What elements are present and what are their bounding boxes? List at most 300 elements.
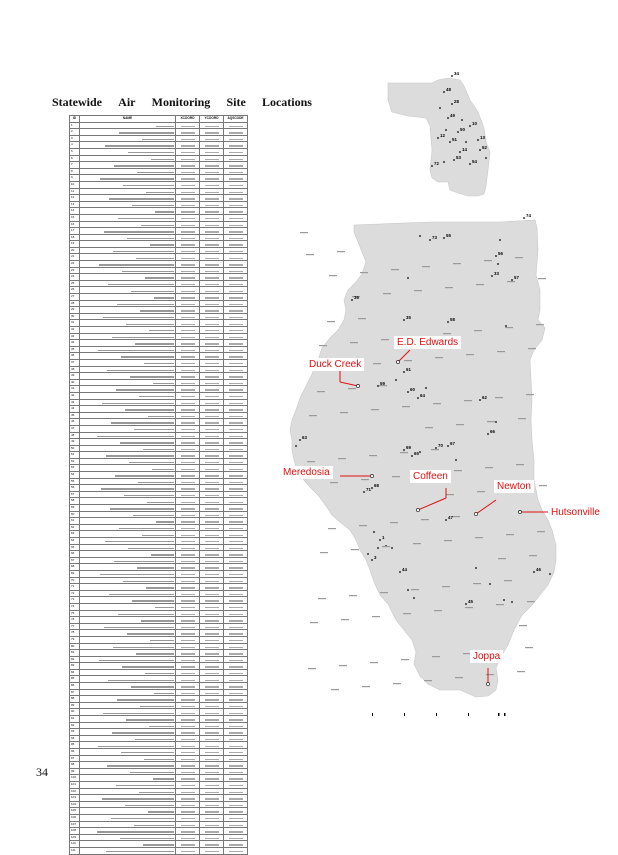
county-label-mark [507, 281, 515, 282]
illegible-text-mark [229, 818, 243, 819]
table-cell: 111 [70, 847, 80, 854]
callout-joppa: Joppa [470, 650, 503, 663]
table-cell: 99 [70, 768, 80, 775]
table-cell [176, 834, 200, 841]
illegible-text-mark [229, 805, 243, 806]
table-cell: 67 [70, 557, 80, 564]
monitoring-site-dot [413, 597, 415, 599]
table-cell: 9 [70, 175, 80, 182]
site-number-label: 58 [450, 317, 455, 322]
illegible-text-mark [181, 825, 195, 826]
county-label-mark [442, 586, 450, 587]
county-label-mark [474, 330, 482, 331]
title-word: Air [118, 95, 136, 109]
monitoring-site-dot [479, 399, 481, 401]
table-cell: 21 [70, 254, 80, 261]
monitoring-site-dot [447, 117, 449, 119]
monitoring-site-dot [449, 141, 451, 143]
illegible-text-mark [148, 811, 174, 812]
county-label-mark [506, 534, 514, 535]
monitoring-site-dot [411, 455, 413, 457]
table-cell: 105 [70, 808, 80, 815]
illegible-text-mark [205, 838, 219, 839]
table-cell: 53 [70, 465, 80, 472]
table-cell: 73 [70, 597, 80, 604]
monitoring-site-dot [295, 445, 297, 447]
site-number-label: 66 [490, 429, 495, 434]
monitoring-site-dot [505, 325, 507, 327]
table-cell: 46 [70, 419, 80, 426]
monitoring-site-dot [491, 275, 493, 277]
illegible-text-mark [125, 805, 174, 806]
county-label-mark [528, 348, 536, 349]
table-cell: 24 [70, 274, 80, 281]
monitoring-site-dot [379, 539, 381, 541]
county-label-mark [487, 421, 495, 422]
table-row [70, 801, 248, 808]
site-number-label: 48 [446, 87, 451, 92]
county-label-mark [340, 412, 348, 413]
table-cell: 65 [70, 544, 80, 551]
table-cell: 70 [70, 577, 80, 584]
county-label-mark [361, 479, 369, 480]
table-cell: 12 [70, 195, 80, 202]
site-number-label: 44 [402, 567, 407, 572]
site-number-label: 36 [354, 295, 359, 300]
table-cell [224, 821, 248, 828]
table-cell [200, 814, 224, 821]
illegible-text-mark [229, 838, 243, 839]
table-cell: 4 [70, 142, 80, 149]
county-label-mark [497, 351, 505, 352]
table-cell [176, 828, 200, 835]
table-cell: 109 [70, 834, 80, 841]
table-cell: 54 [70, 472, 80, 479]
monitoring-site-dot [435, 447, 437, 449]
table-cell: 44 [70, 406, 80, 413]
county-label-mark [348, 388, 356, 389]
county-label-mark [464, 400, 472, 401]
county-label-mark [401, 659, 409, 660]
table-cell: 79 [70, 636, 80, 643]
site-number-label: 69 [406, 445, 411, 450]
table-cell [224, 841, 248, 848]
table-cell [200, 834, 224, 841]
table-cell: 100 [70, 775, 80, 782]
monitoring-site-dot [377, 385, 379, 387]
site-number-label: 14 [462, 147, 467, 152]
table-cell: 76 [70, 617, 80, 624]
site-number-label: 55 [446, 233, 451, 238]
column-header: AQSCODE [224, 116, 248, 123]
site-number-label: 35 [406, 315, 411, 320]
site-number-label: 64 [420, 393, 425, 398]
table-cell: 16 [70, 221, 80, 228]
county-label-mark [393, 683, 401, 684]
table-cell: 85 [70, 676, 80, 683]
county-label-mark [360, 272, 368, 273]
monitoring-site-dot [469, 163, 471, 165]
table-cell: 68 [70, 564, 80, 571]
site-number-label: 60 [410, 387, 415, 392]
monitoring-site-dot [367, 553, 369, 555]
table-cell: 108 [70, 828, 80, 835]
table-cell: 74 [70, 603, 80, 610]
table-cell: 75 [70, 610, 80, 617]
monitoring-site-dot [403, 371, 405, 373]
illegible-text-mark [181, 844, 195, 845]
table-cell: 13 [70, 201, 80, 208]
table-cell: 11 [70, 188, 80, 195]
monitoring-site-dot [419, 235, 421, 237]
county-label-mark [516, 464, 524, 465]
county-label-mark [517, 671, 525, 672]
county-label-mark [432, 656, 440, 657]
illegible-text-mark [205, 844, 219, 845]
county-label-mark [414, 290, 422, 291]
site-number-label: 1 [382, 535, 385, 540]
site-number-label: 65 [414, 451, 419, 456]
site-number-label: 46 [536, 567, 541, 572]
table-cell [80, 808, 176, 815]
monitoring-site-dot [465, 603, 467, 605]
table-row [70, 834, 248, 841]
county-label-mark [370, 662, 378, 663]
table-cell: 15 [70, 214, 80, 221]
table-cell: 107 [70, 821, 80, 828]
county-label-mark [527, 601, 535, 602]
table-cell: 57 [70, 491, 80, 498]
monitoring-site-dot [407, 391, 409, 393]
county-label-mark [435, 357, 443, 358]
county-label-mark [453, 263, 461, 264]
site-number-label: 49 [450, 113, 455, 118]
site-number-label: 12 [440, 133, 445, 138]
table-cell [200, 841, 224, 848]
county-label-mark [484, 260, 492, 261]
monitoring-site-dot [443, 237, 445, 239]
table-cell: 91 [70, 716, 80, 723]
county-label-mark [350, 342, 358, 343]
monitoring-site-dot [477, 139, 479, 141]
table-cell [200, 801, 224, 808]
table-cell: 6 [70, 155, 80, 162]
county-label-mark [434, 610, 442, 611]
table-cell: 72 [70, 590, 80, 597]
table-cell [80, 847, 176, 854]
county-label-mark [300, 232, 308, 233]
illegible-text-mark [205, 851, 219, 852]
table-cell: 34 [70, 340, 80, 347]
county-label-mark [444, 540, 452, 541]
site-number-label: 73 [432, 235, 437, 240]
county-label-mark [404, 360, 412, 361]
county-label-mark [455, 677, 463, 678]
table-cell [200, 828, 224, 835]
table-cell: 52 [70, 458, 80, 465]
county-label-mark [425, 427, 433, 428]
table-cell: 50 [70, 445, 80, 452]
county-label-mark [445, 287, 453, 288]
county-label-mark [433, 403, 441, 404]
table-row [70, 808, 248, 815]
monitoring-site-dot [497, 263, 499, 265]
monitoring-site-dot [443, 161, 445, 163]
table-cell: 60 [70, 511, 80, 518]
illegible-text-mark [205, 825, 219, 826]
monitoring-site-dot [453, 159, 455, 161]
site-number-label: 51 [452, 137, 457, 142]
county-label-mark [308, 668, 316, 669]
county-label-mark [392, 476, 400, 477]
site-number-label: 70 [438, 443, 443, 448]
monitoring-site-dot [475, 567, 477, 569]
county-label-mark [390, 522, 398, 523]
county-label-mark [351, 549, 359, 550]
table-cell: 30 [70, 313, 80, 320]
site-number-label: 34 [454, 71, 459, 76]
table-cell: 63 [70, 531, 80, 538]
table-row [70, 814, 248, 821]
column-header: NAME [80, 116, 176, 123]
county-label-mark [317, 391, 325, 392]
table-cell [224, 847, 248, 854]
county-label-mark [329, 275, 337, 276]
table-cell: 98 [70, 762, 80, 769]
table-row [70, 821, 248, 828]
county-label-mark [413, 543, 421, 544]
table-cell: 3 [70, 135, 80, 142]
table-row [70, 841, 248, 848]
table-cell: 2 [70, 129, 80, 136]
site-number-label: 28 [454, 99, 459, 104]
county-label-mark [339, 665, 347, 666]
table-cell: 47 [70, 425, 80, 432]
site-number-label: 45 [468, 599, 473, 604]
illegible-text-mark [205, 831, 219, 832]
monitoring-site-dot [443, 91, 445, 93]
monitoring-site-dot [487, 433, 489, 435]
county-label-mark [515, 257, 523, 258]
monitoring-site-dot [373, 531, 375, 533]
table-cell: 87 [70, 689, 80, 696]
table-cell [80, 821, 176, 828]
table-row [70, 847, 248, 854]
illegible-text-mark [181, 851, 195, 852]
county-label-mark [454, 470, 462, 471]
table-cell: 58 [70, 498, 80, 505]
illegible-text-mark [205, 811, 219, 812]
table-cell: 48 [70, 432, 80, 439]
county-label-mark [477, 491, 485, 492]
monitoring-site-dot [485, 157, 487, 159]
county-label-mark [372, 616, 380, 617]
title-word: Locations [261, 95, 312, 109]
table-cell: 7 [70, 162, 80, 169]
table-cell: 80 [70, 643, 80, 650]
monitoring-site-dot [371, 487, 373, 489]
site-number-label: 63 [302, 435, 307, 440]
table-cell: 55 [70, 478, 80, 485]
table-cell [200, 808, 224, 815]
table-cell [200, 847, 224, 854]
county-label-mark [485, 467, 493, 468]
county-label-mark [504, 580, 512, 581]
illegible-text-mark [205, 805, 219, 806]
county-label-mark [310, 622, 318, 623]
county-label-mark [465, 607, 473, 608]
illegible-text-mark [229, 811, 243, 812]
table-cell: 56 [70, 485, 80, 492]
illegible-text-mark [181, 831, 195, 832]
monitoring-site-dot [457, 131, 459, 133]
callout-hutsonville: Hutsonville [548, 506, 603, 519]
county-label-mark [320, 552, 328, 553]
county-label-mark [319, 345, 327, 346]
monitoring-site-dot [511, 279, 513, 281]
table-cell: 14 [70, 208, 80, 215]
monitoring-site-dot [403, 319, 405, 321]
county-label-mark [538, 278, 546, 279]
table-cell: 61 [70, 518, 80, 525]
table-cell: 42 [70, 392, 80, 399]
monitoring-site-dot [523, 217, 525, 219]
county-label-mark [466, 354, 474, 355]
county-label-mark [536, 324, 544, 325]
monitoring-site-dot [299, 439, 301, 441]
table-cell: 77 [70, 623, 80, 630]
county-label-mark [402, 406, 410, 407]
table-cell: 33 [70, 333, 80, 340]
monitoring-site-dot [451, 103, 453, 105]
monitoring-site-dot [363, 491, 365, 493]
monitoring-site-dot [495, 421, 497, 423]
table-cell [176, 814, 200, 821]
table-cell: 51 [70, 452, 80, 459]
monitoring-site-dot [419, 451, 421, 453]
table-cell: 84 [70, 669, 80, 676]
county-label-mark [330, 482, 338, 483]
county-label-mark [473, 583, 481, 584]
county-label-mark [452, 516, 460, 517]
county-label-mark [421, 519, 429, 520]
table-row [70, 828, 248, 835]
county-label-mark [358, 318, 366, 319]
county-label-mark [486, 674, 494, 675]
county-label-mark [403, 613, 411, 614]
table-cell [224, 808, 248, 815]
county-label-mark [518, 418, 526, 419]
monitoring-site-dot [395, 379, 397, 381]
county-label-mark [338, 458, 346, 459]
monitoring-site-dot [371, 559, 373, 561]
site-number-label: 74 [526, 213, 531, 218]
table-cell [176, 808, 200, 815]
table-cell: 103 [70, 795, 80, 802]
monitoring-site-dot [377, 547, 379, 549]
monitoring-site-dot [437, 137, 439, 139]
table-cell: 43 [70, 399, 80, 406]
title-word: Statewide [52, 95, 102, 109]
site-number-label: 47 [448, 515, 453, 520]
table-cell [224, 828, 248, 835]
table-cell [80, 841, 176, 848]
county-label-mark [306, 254, 314, 255]
site-number-label: 68 [374, 483, 379, 488]
county-label-mark [539, 485, 547, 486]
county-label-mark [309, 415, 317, 416]
monitoring-site-dot [465, 141, 467, 143]
scale-marks [372, 713, 506, 716]
monitoring-site-dot [469, 125, 471, 127]
monitoring-site-dot [503, 599, 505, 601]
monitoring-site-dot [455, 459, 457, 461]
table-cell: 45 [70, 412, 80, 419]
illegible-text-mark [181, 838, 195, 839]
monitoring-site-dot [447, 321, 449, 323]
monitoring-site-dot [499, 239, 501, 241]
table-cell [224, 814, 248, 821]
table-cell: 25 [70, 280, 80, 287]
illegible-text-mark [205, 818, 219, 819]
monitoring-site-dot [417, 397, 419, 399]
table-cell: 8 [70, 168, 80, 175]
table-cell: 27 [70, 294, 80, 301]
table-cell [176, 841, 200, 848]
monitoring-site-dot [479, 149, 481, 151]
county-label-mark [529, 555, 537, 556]
table-cell: 36 [70, 353, 80, 360]
table-cell [224, 834, 248, 841]
table-cell: 97 [70, 755, 80, 762]
table-cell: 78 [70, 630, 80, 637]
county-label-mark [359, 525, 367, 526]
table-cell: 110 [70, 841, 80, 848]
monitoring-site-dot [403, 449, 405, 451]
table-cell: 62 [70, 524, 80, 531]
illegible-text-mark [181, 805, 195, 806]
illegible-text-mark [106, 851, 174, 852]
callout-duck-creek: Duck Creek [306, 358, 364, 371]
county-label-mark [400, 452, 408, 453]
table-cell: 89 [70, 702, 80, 709]
table-cell: 88 [70, 696, 80, 703]
site-number-label: 67 [450, 441, 455, 446]
table-cell: 66 [70, 551, 80, 558]
table-cell: 38 [70, 366, 80, 373]
illegible-text-mark [229, 831, 243, 832]
title-word: Site [226, 95, 246, 109]
table-cell: 64 [70, 538, 80, 545]
table-cell [176, 847, 200, 854]
county-label-mark [525, 647, 533, 648]
county-label-mark [373, 363, 381, 364]
county-label-mark [505, 327, 513, 328]
table-cell [224, 801, 248, 808]
table-cell: 95 [70, 742, 80, 749]
table-cell: 26 [70, 287, 80, 294]
illegible-text-mark [143, 844, 174, 845]
site-number-label: 53 [456, 155, 461, 160]
county-label-mark [380, 592, 388, 593]
monitoring-site-dot [431, 165, 433, 167]
illegible-text-mark [229, 844, 243, 845]
table-cell: 18 [70, 234, 80, 241]
illinois-state-shape [290, 220, 556, 697]
county-label-mark [331, 689, 339, 690]
table-cell: 92 [70, 722, 80, 729]
table-cell: 41 [70, 386, 80, 393]
